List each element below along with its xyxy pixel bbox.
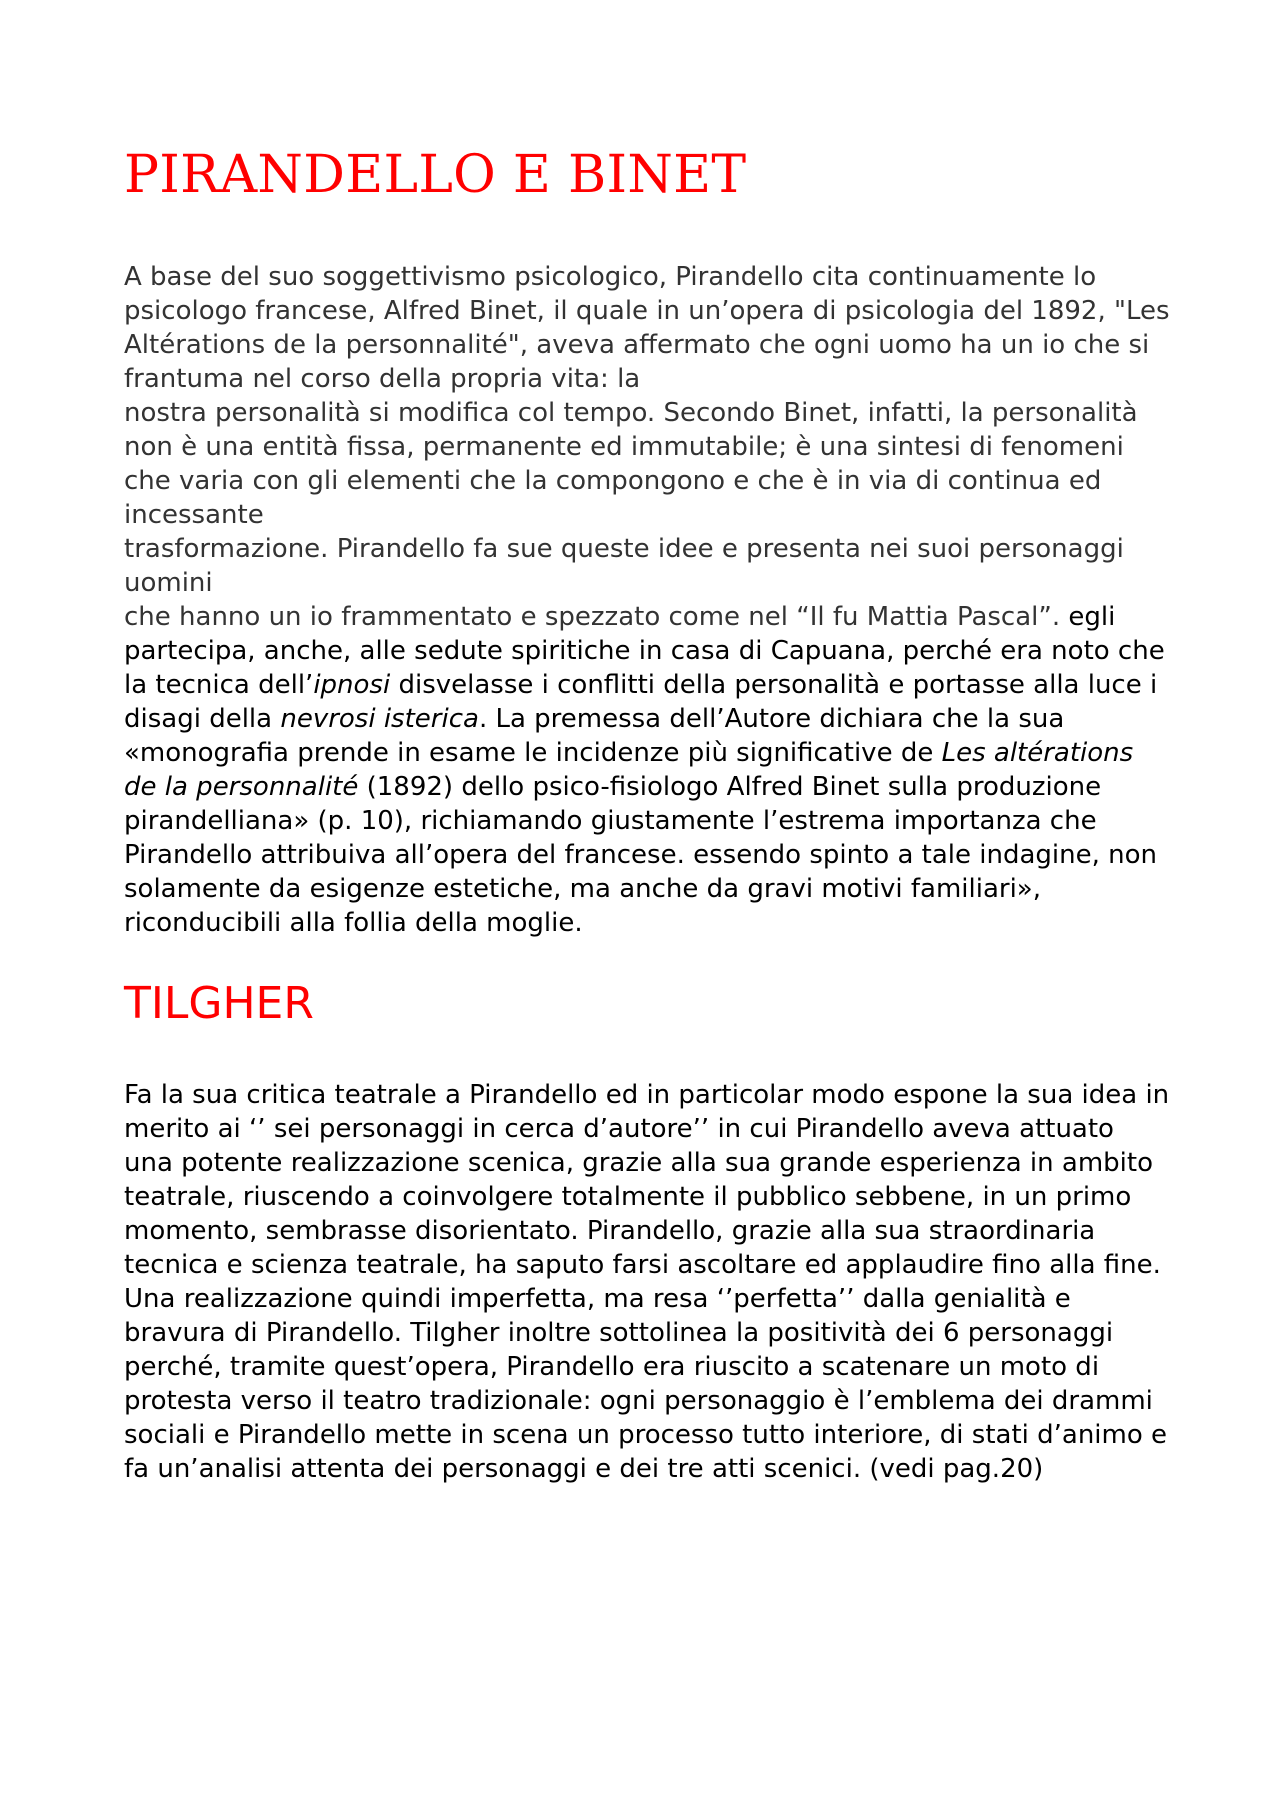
nevrosi-term: nevrosi isterica bbox=[280, 704, 479, 734]
page-title: PIRANDELLO E BINET bbox=[124, 145, 747, 205]
binet-paragraph-1: A base del suo soggettivismo psicologico, Pirandello cita continuamente lo psicologo francese, Alfred Binet, il quale in un’opera di psicologia del 1892, "Les Altérations de la personnalité", aveva affermato che ogni uomo ha un io che si frantuma nel corso della propria vita: la bbox=[124, 262, 1170, 394]
binet-paragraph-4-part-c: . La premessa dell’Autore dichiara che la sua «monografia prende in esame le incidenze più significative de bbox=[124, 704, 1065, 768]
ipnosi-term: ipnosi bbox=[313, 670, 391, 700]
tilgher-heading: TILGHER bbox=[124, 978, 314, 1029]
document-page bbox=[124, 140, 1170, 1486]
binet-paragraph-2: nostra personalità si modifica col tempo. Secondo Binet, infatti, la personalità non è una entità fissa, permanente ed immutabile; è una sintesi di fenomeni che varia con gli elementi che la compongono e che è in via di continua ed incessante bbox=[124, 398, 1138, 530]
binet-section bbox=[124, 260, 1170, 940]
tilgher-section bbox=[124, 1078, 1170, 1486]
binet-paragraph-4-part-b: disvelasse i conflitti della personalità e portasse alla luce i disagi della bbox=[124, 670, 1158, 734]
binet-paragraph-3: trasformazione. Pirandello fa sue queste idee e presenta nei suoi personaggi uomini bbox=[124, 534, 1124, 598]
binet-paragraph-4-lead: che hanno un io frammentato e spezzato come nel “Il fu Mattia Pascal”. bbox=[124, 602, 1061, 632]
binet-paragraph-4 bbox=[124, 600, 1170, 940]
book-title: Les altérations de la personnalité bbox=[124, 738, 1134, 802]
binet-paragraph-4-part-a: egli partecipa, anche, alle sedute spiritiche in casa di Capuana, perché era noto che la tecnica dell’ bbox=[124, 602, 1165, 700]
tilgher-paragraph: Fa la sua critica teatrale a Pirandello ed in particolar modo espone la sua idea in merito ai ‘’ sei personaggi in cerca d’autore’’ in cui Pirandello aveva attuato una potente realizzazione scenica, grazie alla sua grande esperienza in ambito teatrale, riuscendo a coinvolgere totalmente il pubblico sebbene, in un primo momento, sembrasse disorientato. Pirandello, grazie alla sua straordinaria tecnica e scienza teatrale, ha saputo farsi ascoltare ed applaudire fino alla fine. Una realizzazione quindi imperfetta, ma resa ‘’perfetta’’ dalla genialità e bravura di Pirandello. Tilgher inoltre sottolinea la positività dei 6 personaggi perché, tramite quest’opera, Pirandello era riuscito a scatenare un moto di protesta verso il teatro tradizionale: ogni personaggio è l’emblema dei drammi sociali e Pirandello mette in scena un processo tutto interiore, di stati d’animo e fa un’analisi attenta dei personaggi e dei tre atti scenici. (vedi pag.20) bbox=[124, 1080, 1170, 1484]
binet-paragraph-4-part-d: (1892) dello psico-fisiologo Alfred Binet sulla produzione pirandelliana» (p. 10), richiamando giustamente l’estrema importanza che Pirandello attribuiva all’opera del francese. essendo spinto a tale indagine, non solamente da esigenze estetiche, ma anche da gravi motivi familiari», riconducibili alla follia della moglie. bbox=[124, 772, 1158, 938]
